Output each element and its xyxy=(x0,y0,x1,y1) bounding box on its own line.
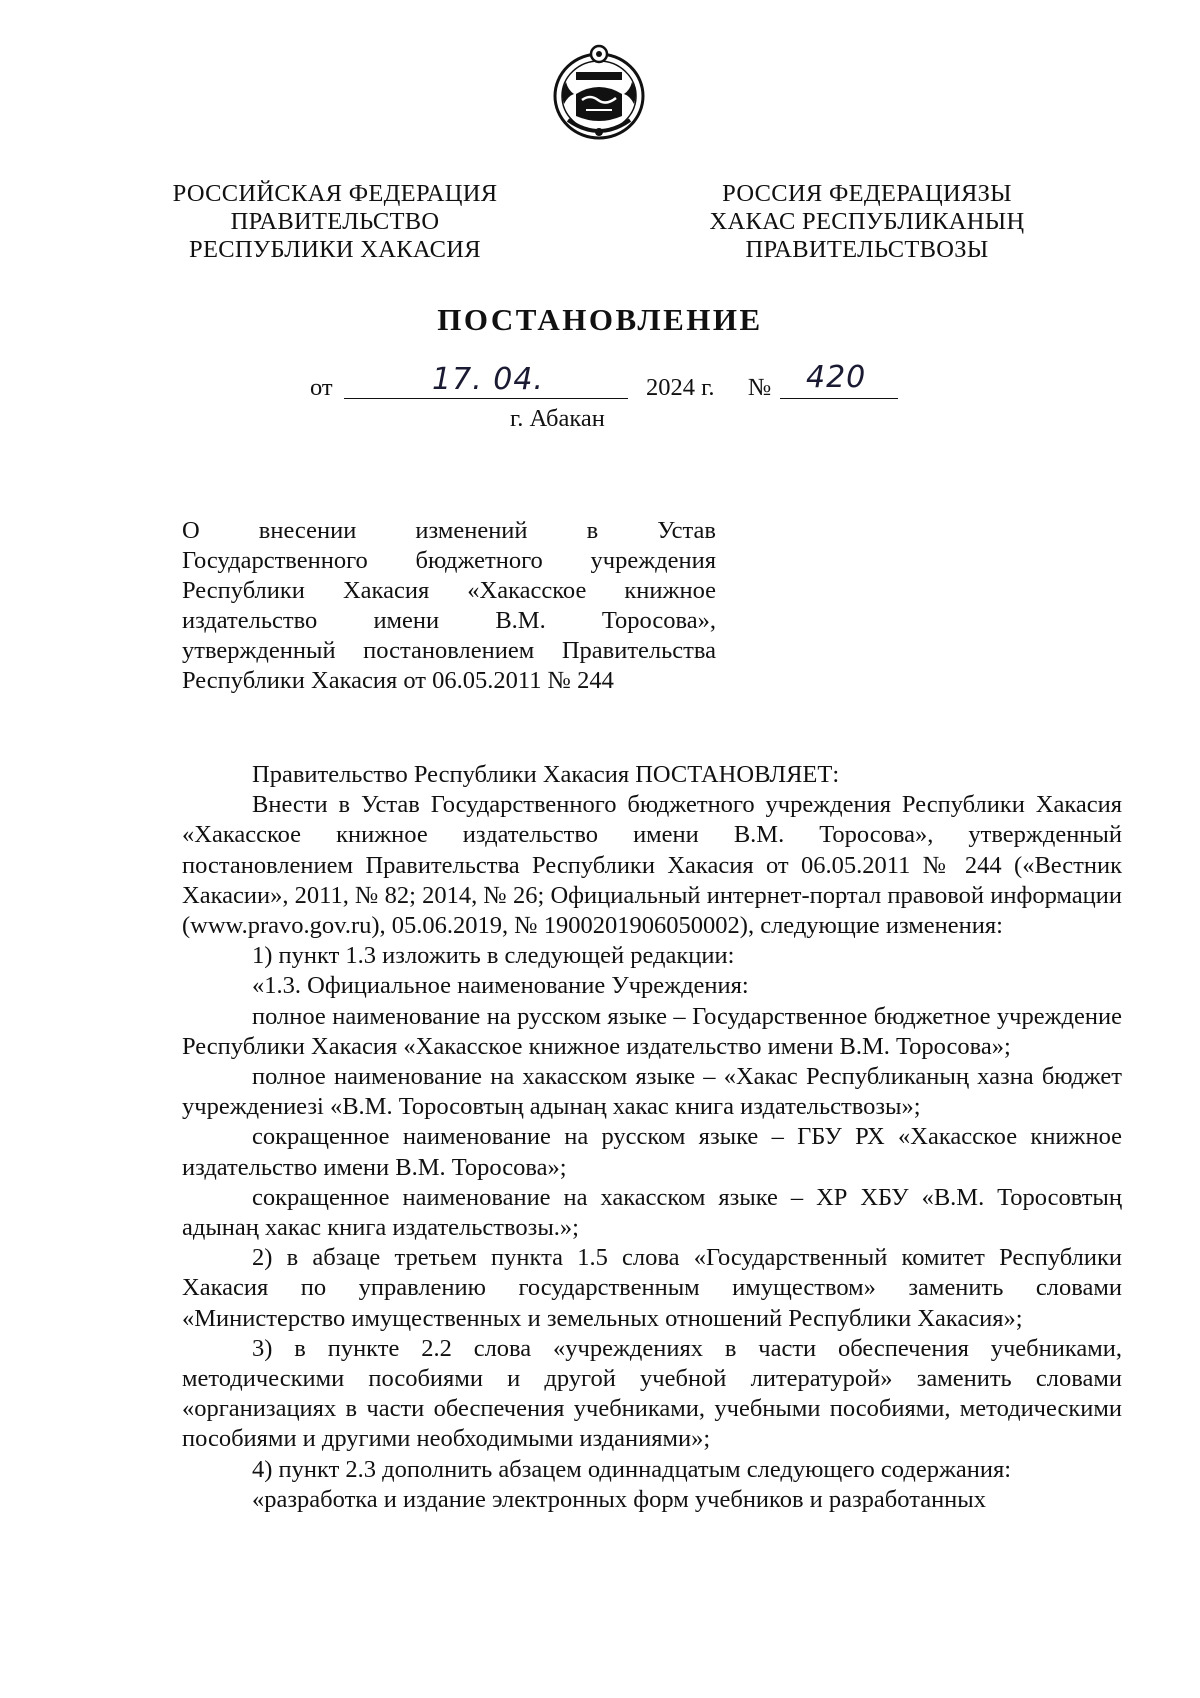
header-russian-line: РЕСПУБЛИКИ ХАКАСИЯ xyxy=(189,236,481,263)
body-paragraph: Правительство Республики Хакасия ПОСТАНОВЛЯЕТ: xyxy=(252,761,840,788)
body-paragraph: 3) в пункте 2.2 слова «учреждениях в части обеспечения учебниками, методическими пособиями и другой учебной литературой» заменить словами «организациях в части обеспечения учебниками, учебными пособиями, методическими пособиями и другими необходимыми изданиями»; xyxy=(182,1334,1122,1453)
number-label: № xyxy=(748,374,772,401)
handwritten-number: 420 xyxy=(806,360,867,395)
city-label: г. Абакан xyxy=(510,405,605,432)
body-paragraph: «1.3. Официальное наименование Учреждения: xyxy=(252,972,749,1000)
document-title: ПОСТАНОВЛЕНИЕ xyxy=(437,302,763,337)
document-body xyxy=(182,760,1122,1515)
body-paragraph: сокращенное наименование на хакасском языке – ХР ХБУ «В.М. Торосовтың адынаң хакас книга издательствозы.»; xyxy=(182,1183,1122,1242)
header-khakas xyxy=(700,180,1034,264)
body-paragraph: 4) пункт 2.3 дополнить абзацем одиннадцатым следующего содержания: xyxy=(252,1455,1012,1483)
date-prefix: от xyxy=(310,374,333,401)
coat-of-arms-emblem xyxy=(546,42,652,142)
subject-line: Государственного бюджетного учреждения xyxy=(182,547,716,574)
subject-line: Республики Хакасия «Хакасское книжное xyxy=(182,577,716,604)
body-paragraph: полное наименование на хакасском языке – «Хакас Республиканың хазна бюджет учреждениезі «В.М. Торосовтың адынаң хакас книга издательствозы»; xyxy=(182,1063,1122,1121)
body-paragraph: сокращенное наименование на русском языке – ГБУ РХ «Хакасское книжное издательство имени В.М. Торосова»; xyxy=(182,1123,1122,1181)
body-paragraph: Внести в Устав Государственного бюджетного учреждения Республики Хакасия «Хакасское книжное издательство имени В.М. Торосова», утвержденный постановлением Правительства Республики Хакасия от 06.05.2011 № 244 («Вестник Хакасии», 2011, № 82; 2014, № 26; Официальный интернет-портал правовой информации (www.pravo.gov.ru), 05.06.2019, № 1900201906050002), следующие изменения: xyxy=(182,791,1122,940)
date-number-line xyxy=(0,360,1200,410)
body-paragraph: «разработка и издание электронных форм учебников и разработанных xyxy=(252,1485,987,1513)
subject-line: издательство имени В.М. Торосова», xyxy=(182,607,716,634)
subject-line: утвержденный постановлением Правительства xyxy=(182,637,716,664)
year-label: 2024 г. xyxy=(646,374,715,401)
document-subject xyxy=(182,516,716,696)
subject-line: О внесении изменений в Устав xyxy=(182,517,716,544)
handwritten-date: 17. 04. xyxy=(432,362,544,397)
number-underline xyxy=(780,398,898,399)
header-khakas-line: РОССИЯ ФЕДЕРАЦИЯЗЫ xyxy=(722,180,1012,207)
date-underline xyxy=(344,398,628,399)
header-russian-line: ПРАВИТЕЛЬСТВО xyxy=(230,208,440,235)
body-paragraph: 1) пункт 1.3 изложить в следующей редакции: xyxy=(252,942,735,970)
body-paragraph: полное наименование на русском языке – Государственное бюджетное учреждение Республики Хакасия «Хакасское книжное издательство имени В.М. Торосова»; xyxy=(182,1002,1122,1060)
header-khakas-line: ПРАВИТЕЛЬСТВОЗЫ xyxy=(745,236,989,263)
body-paragraph: 2) в абзаце третьем пункта 1.5 слова «Государственный комитет Республики Хакасия по управлению государственным имуществом» заменить словами «Министерство имущественных и земельных отношений Республики Хакасия»; xyxy=(182,1244,1122,1332)
header-khakas-line: ХАКАС РЕСПУБЛИКАНЫҢ xyxy=(709,208,1025,235)
header-russian xyxy=(170,180,500,264)
header-russian-line: РОССИЙСКАЯ ФЕДЕРАЦИЯ xyxy=(172,180,498,207)
subject-line: Республики Хакасия от 06.05.2011 № 244 xyxy=(182,667,614,694)
